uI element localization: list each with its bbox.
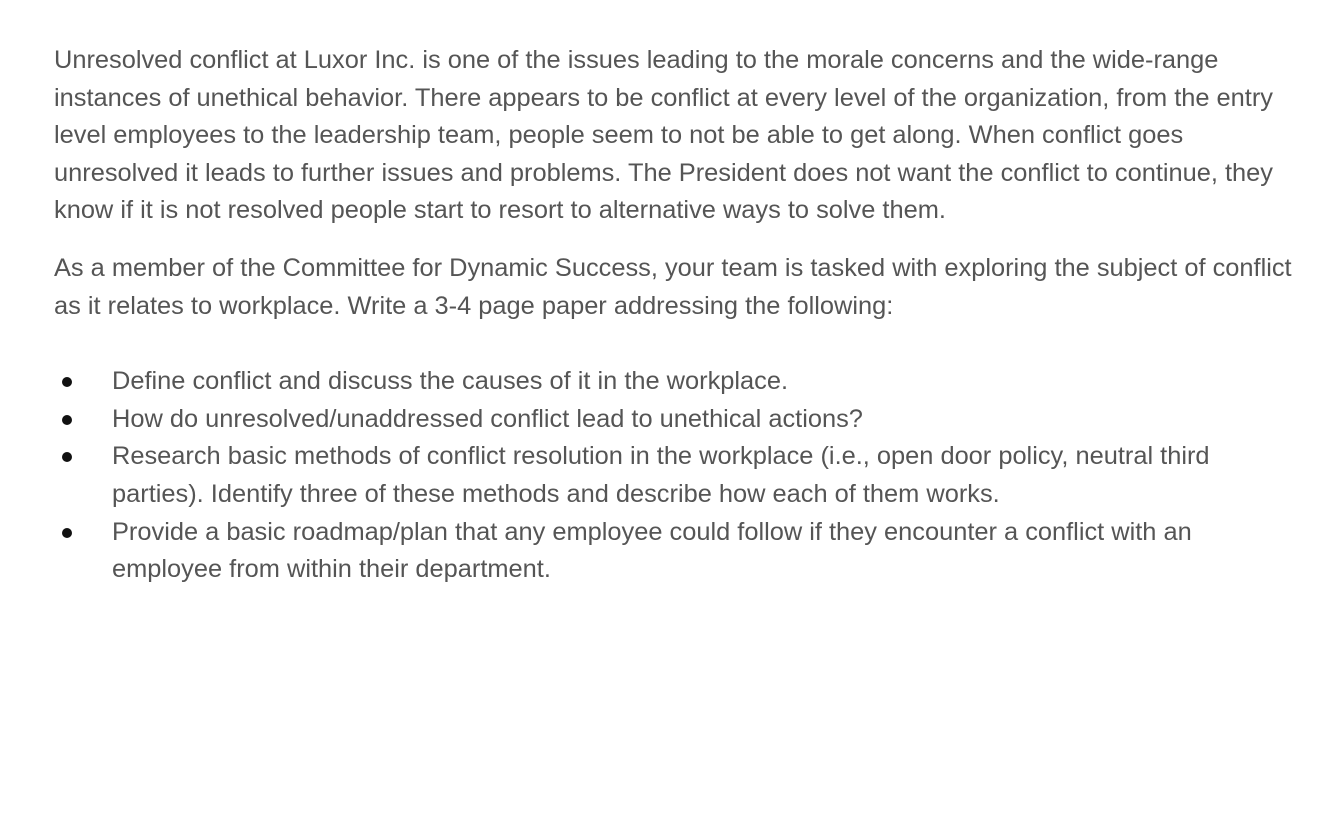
bullet-icon bbox=[62, 415, 72, 425]
list-item-text: Provide a basic roadmap/plan that any employee could follow if they encounter a conflict with an employee from within their department. bbox=[112, 517, 1192, 584]
list-item bbox=[54, 514, 1299, 589]
requirements-list bbox=[54, 363, 1299, 589]
list-item bbox=[54, 438, 1299, 513]
list-item bbox=[54, 363, 1299, 401]
bullet-icon bbox=[62, 452, 72, 462]
document-body bbox=[54, 42, 1299, 589]
list-item-text: Define conflict and discuss the causes of it in the workplace. bbox=[112, 367, 789, 396]
bullet-icon bbox=[62, 528, 72, 538]
intro-paragraph: Unresolved conflict at Luxor Inc. is one of the issues leading to the morale concerns and the wide-range instances of unethical behavior. There appears to be conflict at every level of the organization, from the entry level employees to the leadership team, people seem to not be able to get along. When conflict goes unresolved it leads to further issues and problems. The President does not want the conflict to continue, they know if it is not resolved people start to resort to alternative ways to solve them. bbox=[54, 46, 1273, 225]
list-item-text: Research basic methods of conflict resolution in the workplace (i.e., open door policy, neutral third parties). Identify three of these methods and describe how each of them works. bbox=[112, 442, 1210, 508]
list-item bbox=[54, 401, 1299, 439]
assignment-paragraph: As a member of the Committee for Dynamic Success, your team is tasked with exploring the subject of conflict as it relates to workplace. Write a 3-4 page paper addressing the following: bbox=[54, 253, 1292, 320]
list-item-text: How do unresolved/unaddressed conflict lead to unethical actions? bbox=[112, 404, 863, 433]
bullet-icon bbox=[62, 377, 72, 387]
